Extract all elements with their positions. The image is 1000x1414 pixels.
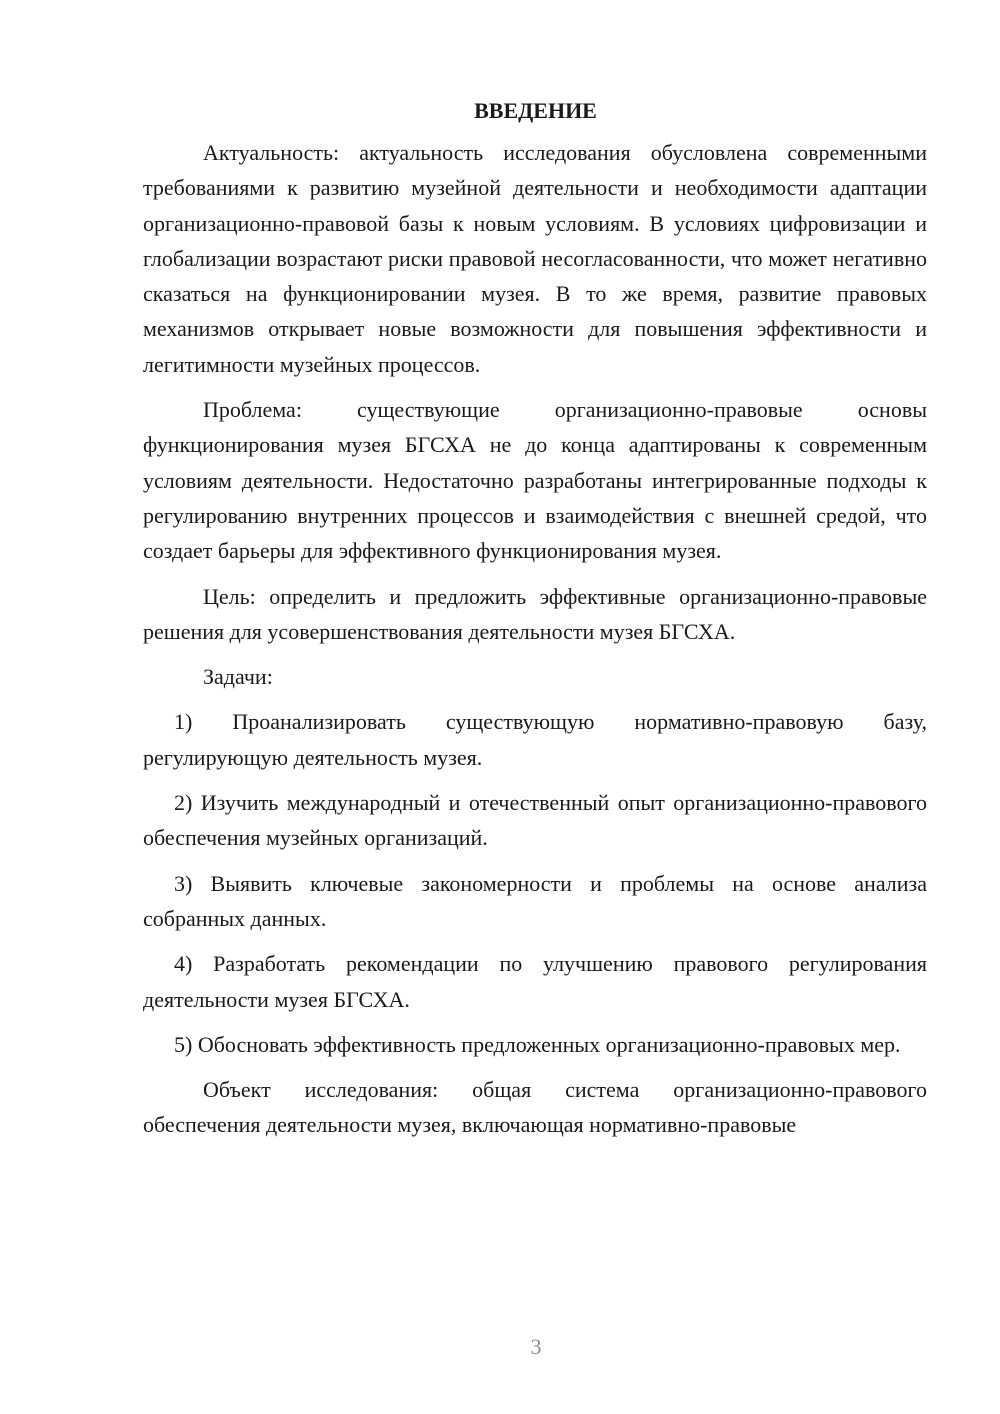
tasks-label: Задачи: <box>203 664 273 690</box>
paragraph-relevance: Актуальность: актуальность исследования обусловлена современными требованиями к развитию музейной деятельности и необходимости адаптации организационно-правовой базы к новым условиям. В условиях цифровизации и глобализации возрастают риски правовой несогласованности, что может негативно сказаться на функционировании музея. В то же время, развитие правовых механизмов открывает новые возможности для повышения эффективности и легитимности музейных процессов. <box>143 140 927 377</box>
task-item-5: 5) Обосновать эффективность предложенных организационно-правовых мер. <box>174 1031 901 1057</box>
paragraph-goal: Цель: определить и предложить эффективные организационно-правовые решения для усовершенствования деятельности музея БГСХА. <box>143 583 927 644</box>
task-item-1: 1) Проанализировать существующую нормативно-правовую базу, регулирующую деятельность музея. <box>143 709 927 770</box>
task-item-4: 4) Разработать рекомендации по улучшению правового регулирования деятельности музея БГСХА. <box>143 951 927 1012</box>
section-title: ВВЕДЕНИЕ <box>474 98 597 123</box>
page-content <box>143 93 927 1153</box>
paragraph-object: Объект исследования: общая система организационно-правового обеспечения деятельности музея, включающая нормативно-правовые <box>143 1077 927 1138</box>
task-item-2: 2) Изучить международный и отечественный опыт организационно-правового обеспечения музейных организаций. <box>143 790 927 851</box>
page-number: 3 <box>530 1334 542 1359</box>
paragraph-problem: Проблема: существующие организационно-правовые основы функционирования музея БГСХА не до конца адаптированы к современным условиям деятельности. Недостаточно разработаны интегрированные подходы к регулированию внутренних процессов и взаимодействия с внешней средой, что создает барьеры для эффективного функционирования музея. <box>143 397 927 564</box>
task-item-3: 3) Выявить ключевые закономерности и проблемы на основе анализа собранных данных. <box>143 870 927 931</box>
